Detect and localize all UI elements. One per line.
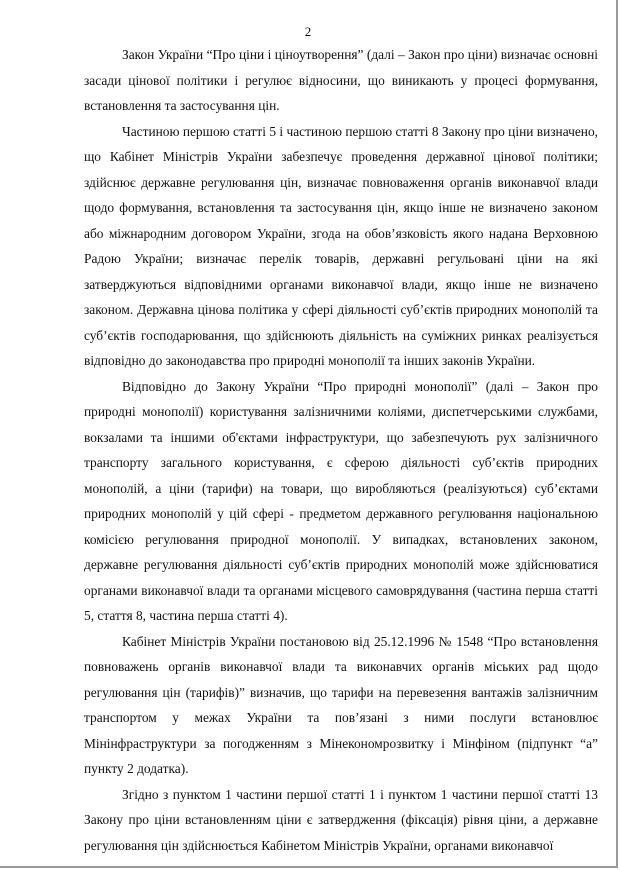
paragraph-5: Згідно з пунктом 1 частини першої статті 1 і пунктом 1 частини першої статті 13 Закону про ціни встановленням ціни є затвердження (фіксація) рівня ціни, а державне регулювання цін здійснюється Кабінетом Міністрів України, органами виконавчої: [84, 786, 598, 853]
paragraph-4: Кабінет Міністрів України постановою від 25.12.1996 № 1548 “Про встановлення повноважень органів виконавчої влади та виконавчих органів міських рад щодо регулювання цін (тарифів)” визначив, що тарифи на перевезення вантажів залізничним транспортом у межах України та пов’язані з ними послуги встановлює Мінінфраструктури за погодженням з Мінекономрозвитку і Мінфіном (підпункт “а” пункту 2 додатка).: [84, 633, 598, 776]
page-number: 2: [304, 24, 312, 39]
paragraph-2: Частиною першою статті 5 і частиною першою статті 8 Закону про ціни визначено, що Кабінет Міністрів України забезпечує проведення державної цінової політики; здійснює державне регулювання цін, визначає повноваження органів виконавчої влади щодо формування, встановлення та застосування цін, якщо інше не визначено законом або міжнародним договором України, згода на обов’язковість якого надана Верховною Радою України; визначає перелік товарів, державні регульовані ціни на які затверджуються відповідними органами виконавчої влади, якщо інше не визначено законом. Державна цінова політика у сфері діяльності суб’єктів природних монополій та суб’єктів господарювання, що здійснюють діяльність на суміжних ринках реалізується відповідно до законодавства про природні монополії та інших законів України.: [84, 123, 598, 368]
paragraph-1: Закон України “Про ціни і ціноутворення” (далі – Закон про ціни) визначає основні засади цінової політики і регулює відносини, що виникають у процесі формування, встановлення та застосування цін.: [84, 47, 598, 113]
document-body: [84, 42, 598, 858]
paragraph-3: Відповідно до Закону України “Про природні монополії” (далі – Закон про природні монополії) користування залізничними коліями, диспетчерськими службами, вокзалами та іншими об'єктами інфраструктури, що забезпечують рух залізничного транспорту загального користування, є сферою діяльності суб’єктів природних монополій, а ціни (тарифи) на товари, що виробляються (реалізуються) суб’єктами природних монополій у цій сфері - предметом державного регулювання національною комісією регулювання природної монополії. У випадках, встановлених законом, державне регулювання діяльності суб’єктів природних монополій може здійснюватися органами виконавчої влади та органами місцевого самоврядування (частина перша статті 5, стаття 8, частина перша статті 4).: [84, 378, 598, 623]
